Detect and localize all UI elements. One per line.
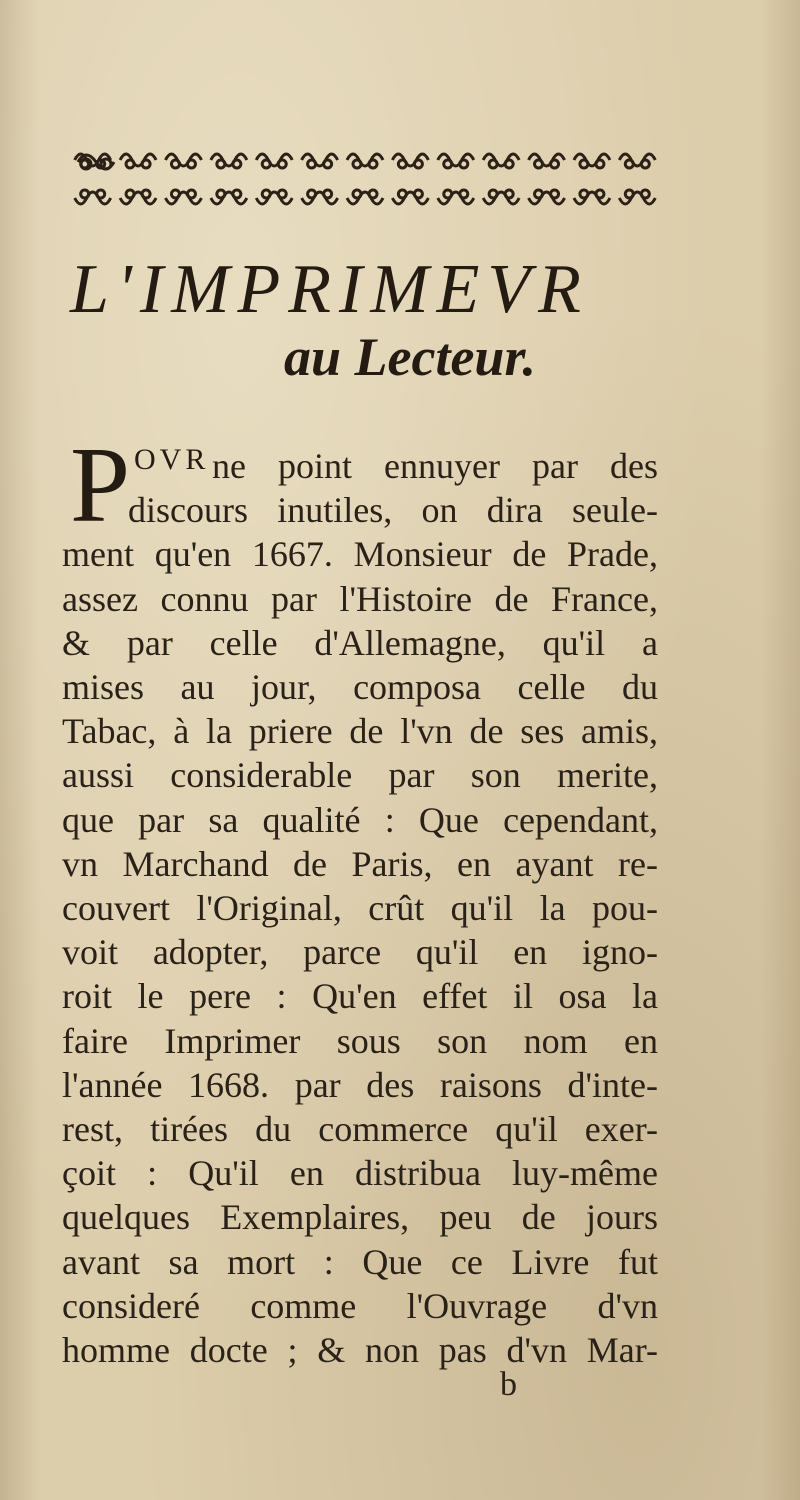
fleuron-dot-icon (233, 190, 241, 198)
text-line: vn Marchand de Paris, en ayant re- (62, 843, 658, 884)
fleuron-dot-icon (81, 160, 89, 168)
page-subtitle: au Lecteur. (284, 327, 536, 387)
fleuron-dot-icon (505, 160, 513, 168)
fleuron-dot-icon (460, 190, 468, 198)
first-word-small-caps: OVR (134, 443, 210, 476)
fleuron-dot-icon (489, 160, 497, 168)
fleuron-dot-icon (535, 160, 543, 168)
fleuron-dot-icon (580, 190, 588, 198)
text-line: ment qu'en 1667. Monsieur de Prade, (62, 534, 658, 575)
fleuron-dot-icon (353, 160, 361, 168)
fleuron-dot-icon (460, 160, 468, 168)
text-line: consideré comme l'Ouvrage d'vn (62, 1285, 658, 1326)
fleuron-dot-icon (187, 190, 195, 198)
fleuron-dot-icon (369, 190, 377, 198)
drop-cap: P (70, 426, 131, 545)
text-line: faire Imprimer sous son nom en (62, 1020, 658, 1061)
fleuron-dot-icon (126, 190, 134, 198)
fleuron-dot-icon (641, 160, 649, 168)
text-line: quelques Exemplaires, peu de jours (62, 1197, 658, 1238)
fleuron-dot-icon (414, 190, 422, 198)
text-line: & par celle d'Allemagne, qu'il a (62, 622, 658, 663)
text-line: voit adopter, parce qu'il en igno- (62, 932, 658, 973)
fleuron-dot-icon (142, 190, 150, 198)
text-line: avant sa mort : Que ce Livre fut (62, 1241, 658, 1282)
text-line: aussi considerable par son merite, (62, 755, 658, 796)
text-line: çoit : Qu'il en distribua luy-même (62, 1153, 658, 1194)
text-line: couvert l'Original, crût qu'il la pou- (62, 888, 658, 928)
fleuron-dot-icon (414, 160, 422, 168)
fleuron-dot-icon (262, 160, 270, 168)
fleuron-dot-icon (233, 160, 241, 168)
text-line: assez connu par l'Histoire de France, (62, 578, 658, 619)
fleuron-dot-icon (596, 160, 604, 168)
fleuron-dot-icon (505, 190, 513, 198)
fleuron-dot-icon (551, 160, 559, 168)
text-line: homme docte ; & non pas d'vn Mar- (62, 1330, 658, 1370)
fleuron-dot-icon (625, 160, 633, 168)
text-line: que par sa qualité : Que cependant, (62, 799, 658, 840)
text-line: discours inutiles, on dira seule- (128, 490, 658, 531)
fleuron-dot-icon (625, 190, 633, 198)
fleuron-dot-icon (278, 160, 286, 168)
fleuron-dot-icon (81, 190, 89, 198)
text-line: roit le pere : Qu'en effet il osa la (62, 976, 658, 1017)
fleuron-dot-icon (551, 190, 559, 198)
fleuron-dot-icon (126, 160, 134, 168)
fleuron-dot-icon (596, 190, 604, 198)
text-line: l'année 1668. par des raisons d'inte- (62, 1064, 658, 1105)
fleuron-dot-icon (535, 190, 543, 198)
fleuron-dot-icon (398, 160, 406, 168)
fleuron-dot-icon (324, 160, 332, 168)
text-line: mises au jour, composa celle du (62, 667, 658, 707)
fleuron-dot-icon (142, 160, 150, 168)
signature-mark: b (500, 1366, 517, 1403)
text-line: Tabac, à la priere de l'vn de ses amis, (62, 711, 658, 752)
text-line: rest, tirées du commerce qu'il exer- (62, 1109, 658, 1149)
fleuron-dot-icon (489, 190, 497, 198)
page-title: L'IMPRIMEVR (70, 251, 589, 328)
fleuron-dot-icon (217, 190, 225, 198)
printers-ornament-icon (70, 140, 660, 220)
fleuron-dot-icon (444, 190, 452, 198)
fleuron-dot-icon (187, 160, 195, 168)
fleuron-dot-icon (398, 190, 406, 198)
fleuron-dot-icon (369, 160, 377, 168)
fleuron-dot-icon (641, 190, 649, 198)
fleuron-dot-icon (262, 190, 270, 198)
fleuron-dot-icon (324, 190, 332, 198)
fleuron-dot-icon (580, 160, 588, 168)
fleuron-dot-icon (171, 190, 179, 198)
fleuron-dot-icon (97, 190, 105, 198)
fleuron-dot-icon (308, 160, 316, 168)
fleuron-dot-icon (353, 190, 361, 198)
fleuron-dot-icon (444, 160, 452, 168)
fleuron-dot-icon (278, 190, 286, 198)
fleuron-dot-icon (217, 160, 225, 168)
fleuron-dot-icon (171, 160, 179, 168)
fleuron-dot-icon (308, 190, 316, 198)
text-line: ne point ennuyer par des (212, 446, 658, 486)
